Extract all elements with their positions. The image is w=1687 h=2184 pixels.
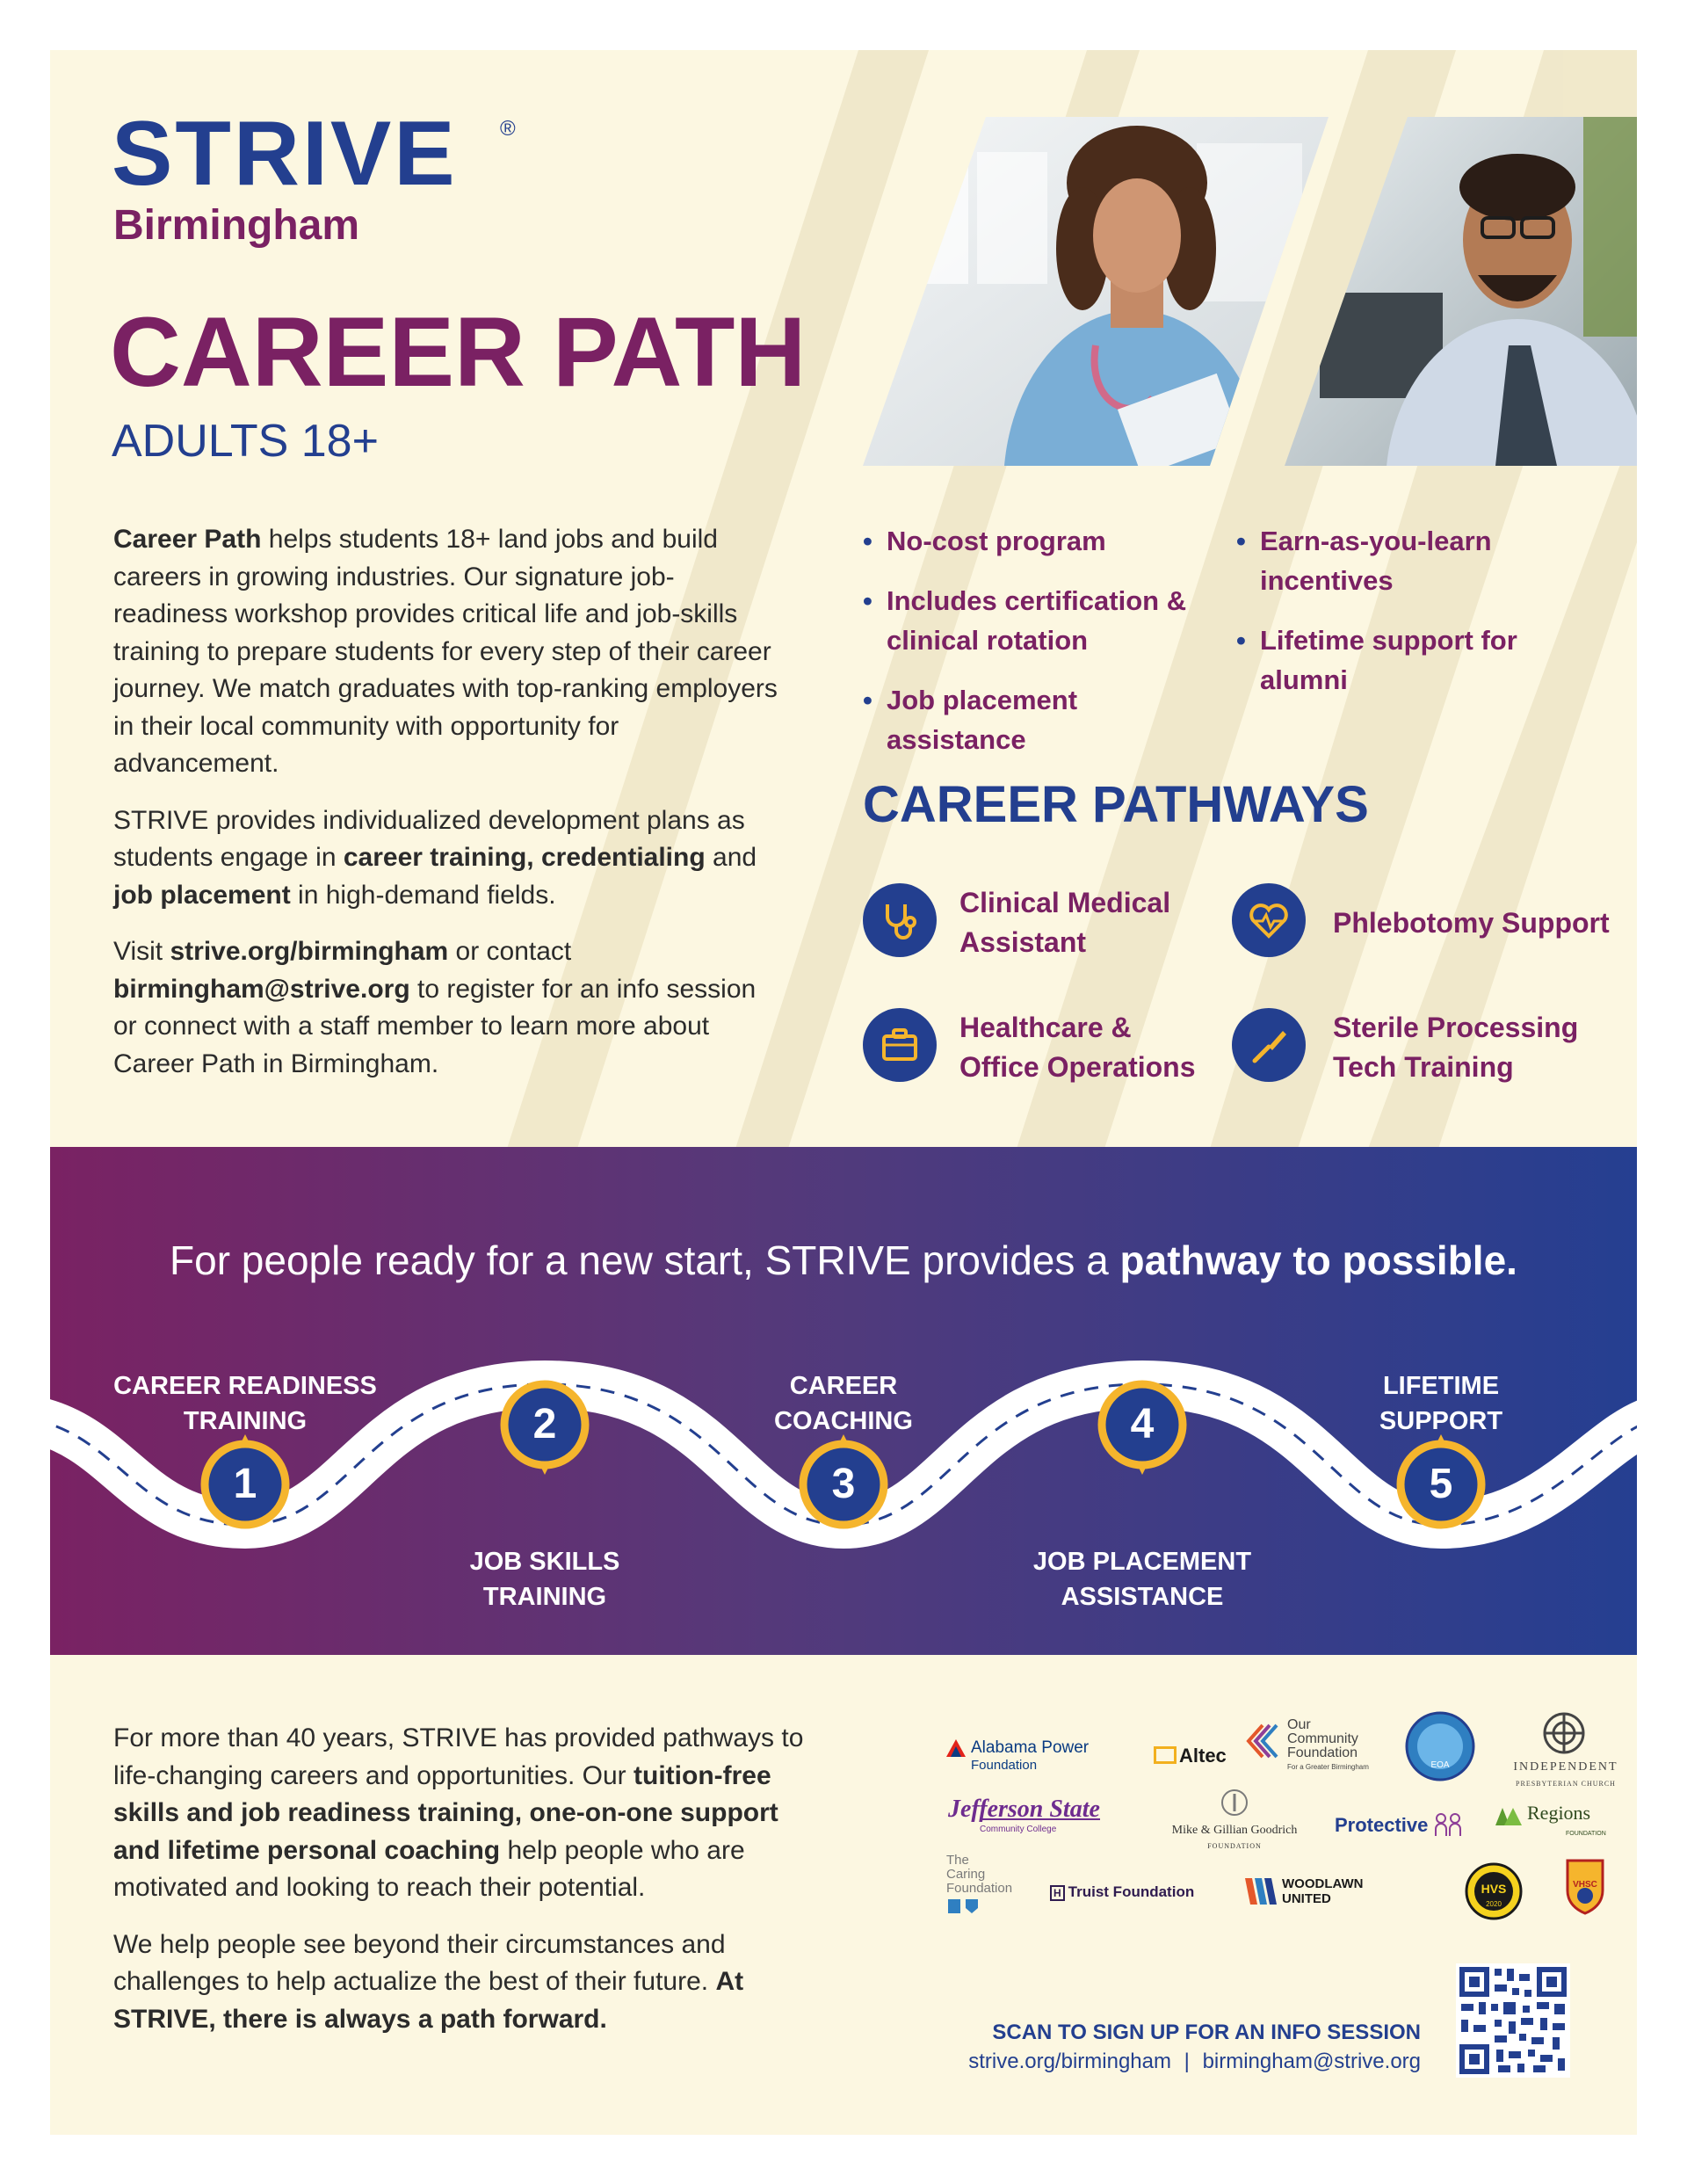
page-title: CAREER PATH (110, 297, 807, 407)
intro-rest: helps students 18+ land jobs and build careers in growing industries. Our signature job-readiness workshop provides critical life and job-skills training to prepare students for every step of their career journey. We match graduates with top-ranking employers in their local community with opportunity for advancement. (113, 525, 778, 778)
scan-title: SCAN TO SIGN UP FOR AN INFO SESSION (992, 2021, 1421, 2044)
vhsc-text: VHSC (1573, 1880, 1597, 1890)
stethoscope-icon (863, 883, 937, 957)
page-subtitle: ADULTS 18+ (112, 416, 379, 467)
logo-city: Birmingham (113, 202, 360, 249)
outro-paragraph-1 (113, 1720, 816, 1907)
caring-line-3: Foundation (946, 1881, 1013, 1896)
outro-p2-bold: At STRIVE, there is always a path forward. (113, 1967, 744, 2034)
strive-logo: STRIVE (112, 103, 458, 205)
benefit-item: • Includes certification & clinical rotation (863, 581, 1203, 660)
step-number: 2 (532, 1401, 557, 1448)
benefit-item: • Earn-as-you-learn incentives (1236, 521, 1524, 600)
woodlawn-line-1: WOODLAWN (1282, 1876, 1364, 1891)
pathway-clinical-medical-assistant (863, 883, 1232, 971)
ipc-icon (1542, 1711, 1586, 1755)
email-link[interactable]: birmingham@strive.org (113, 974, 410, 1004)
step-label: CAREER COACHING (774, 1372, 913, 1435)
vhsc-logo (1566, 1859, 1604, 1919)
jefferson-name: Jefferson State (948, 1796, 1100, 1823)
intro-lead: Career Path (113, 525, 262, 554)
contact-separator: | (1184, 2050, 1190, 2073)
good-jobs-badge-logo (1405, 1711, 1475, 1785)
outro-p1-bold: tuition-free skills and job readiness training, one-on-one support and lifetime personal coaching (113, 1760, 778, 1865)
flyer-page (50, 50, 1637, 2135)
alabama-power-name: Alabama Power (971, 1738, 1090, 1757)
pathway-label: Clinical Medical Assistant (959, 887, 1171, 958)
qr-code[interactable] (1456, 1963, 1570, 2078)
bcbs-icon (946, 1897, 980, 1915)
regions-icon (1495, 1806, 1522, 1827)
benefit-item: • No-cost program (863, 521, 1203, 561)
pathway-healthcare-office-operations (863, 1008, 1232, 1096)
altec-logo (1154, 1746, 1227, 1765)
outro-p1-end: help people who are motivated and looking to reach their potential. (113, 1835, 745, 1902)
jefferson-sub: Community College (980, 1818, 1100, 1839)
cf-line-2: Community (1287, 1731, 1358, 1746)
community-foundation-icon (1245, 1722, 1280, 1760)
pathway-label: Healthcare & Office Operations (959, 1012, 1196, 1083)
woodlawn-icon (1245, 1878, 1277, 1905)
step-label: JOB PLACEMENT ASSISTANCE (1032, 1548, 1252, 1611)
sponsor-logos (946, 1711, 1637, 2001)
scan-cta (938, 2019, 1421, 2077)
intro-paragraph-1 (113, 521, 781, 783)
outro-paragraph-2 (113, 1926, 816, 2039)
band-tagline (50, 1237, 1637, 1284)
contact-links (938, 2047, 1421, 2077)
outro-copy (113, 1720, 816, 2057)
caring-line-2: Caring (946, 1867, 986, 1882)
woodlawn-line-2: UNITED (1282, 1891, 1331, 1906)
pathway-label: Phlebotomy Support (1333, 907, 1610, 939)
pathway-phlebotomy-support (1232, 883, 1636, 971)
intro-p2-and: and (705, 843, 757, 872)
truist-foundation-logo (1050, 1883, 1194, 1901)
intro-p2-bold: career training, credentialing (343, 843, 706, 872)
ipc-line-2: PRESBYTERIAN CHURCH (1516, 1780, 1616, 1788)
pathway-sterile-processing (1232, 1008, 1636, 1096)
registered-mark: ® (500, 117, 516, 141)
intro-p2-text: STRIVE provides individualized development plans as students engage in (113, 805, 745, 872)
outro-p1-text: For more than 40 years, STRIVE has provided pathways to life-changing careers and opportunities. Our (113, 1723, 804, 1790)
intro-p2-bold-2: job placement (113, 880, 291, 910)
step-number: 4 (1130, 1401, 1155, 1448)
regions-name: Regions (1527, 1802, 1591, 1824)
benefit-item: • Lifetime support for alumni (1236, 620, 1594, 700)
truist-icon: H (1050, 1885, 1065, 1901)
step-label: CAREER READINESS TRAINING (113, 1372, 377, 1435)
website-link[interactable]: strive.org/birmingham (170, 937, 449, 966)
intro-p3-or: or contact (448, 937, 572, 966)
altec-icon (1154, 1746, 1177, 1764)
good-jobs-text: EOA (1430, 1760, 1450, 1770)
intro-copy (113, 521, 781, 1102)
step-label: LIFETIME SUPPORT (1379, 1372, 1503, 1435)
heart-pulse-icon (1232, 883, 1306, 957)
tagline-text: For people ready for a new start, STRIVE provides a (170, 1237, 1120, 1283)
hvs-text: HVS (1481, 1882, 1507, 1896)
pathways-title: CAREER PATHWAYS (863, 776, 1369, 833)
intro-p3-end: to register for an info session or connect with a staff member to learn more about Career Path in Birmingham. (113, 974, 757, 1078)
truist-name: Truist Foundation (1068, 1883, 1195, 1900)
email-link-footer[interactable]: birmingham@strive.org (1202, 2050, 1421, 2073)
benefit-item: • Job placement assistance (863, 680, 1220, 759)
step-number: 5 (1429, 1461, 1453, 1507)
alabama-power-icon (946, 1739, 966, 1757)
intro-p2-end: in high-demand fields. (290, 880, 556, 910)
pathway-label: Sterile Processing Tech Training (1333, 1012, 1579, 1083)
protective-name: Protective (1335, 1814, 1429, 1836)
ipc-line-1: INDEPENDENT (1513, 1760, 1618, 1774)
alabama-power-sub: Foundation (971, 1758, 1038, 1773)
website-link-footer[interactable]: strive.org/birmingham (968, 2050, 1171, 2073)
intro-paragraph-3 (113, 933, 781, 1083)
regions-sub: FOUNDATION (1566, 1831, 1606, 1837)
jefferson-state-logo (948, 1796, 1100, 1839)
goodrich-icon (1220, 1789, 1249, 1817)
hvs-logo (1465, 1862, 1523, 1924)
caring-line-1: The (946, 1853, 969, 1868)
scalpel-icon (1232, 1008, 1306, 1082)
cf-line-3: Foundation (1287, 1745, 1358, 1760)
protective-icon (1434, 1813, 1464, 1836)
step-label: JOB SKILLS TRAINING (469, 1548, 620, 1611)
altec-name: Altec (1179, 1745, 1227, 1767)
intro-p3-text: Visit (113, 937, 170, 966)
hero-photo (863, 117, 1637, 466)
goodrich-name: Mike & Gillian Goodrich (1171, 1824, 1298, 1837)
protective-logo (1335, 1813, 1464, 1836)
intro-paragraph-2 (113, 802, 781, 915)
caring-foundation-logo (946, 1854, 1012, 1919)
hvs-year: 2020 (1486, 1900, 1502, 1908)
tagline-bold: pathway to possible. (1119, 1237, 1517, 1283)
goodrich-sub: FOUNDATION (1207, 1842, 1262, 1850)
step-number: 3 (831, 1461, 856, 1507)
cf-line-4: For a Greater Birmingham (1287, 1763, 1369, 1771)
cf-line-1: Our (1287, 1717, 1311, 1732)
step-number: 1 (233, 1461, 257, 1507)
benefits-list (863, 521, 1637, 785)
journey-band (50, 1147, 1637, 1655)
briefcase-icon (863, 1008, 937, 1082)
outro-p2-text: We help people see beyond their circumstances and challenges to help actualize the best of their future. (113, 1929, 726, 1996)
